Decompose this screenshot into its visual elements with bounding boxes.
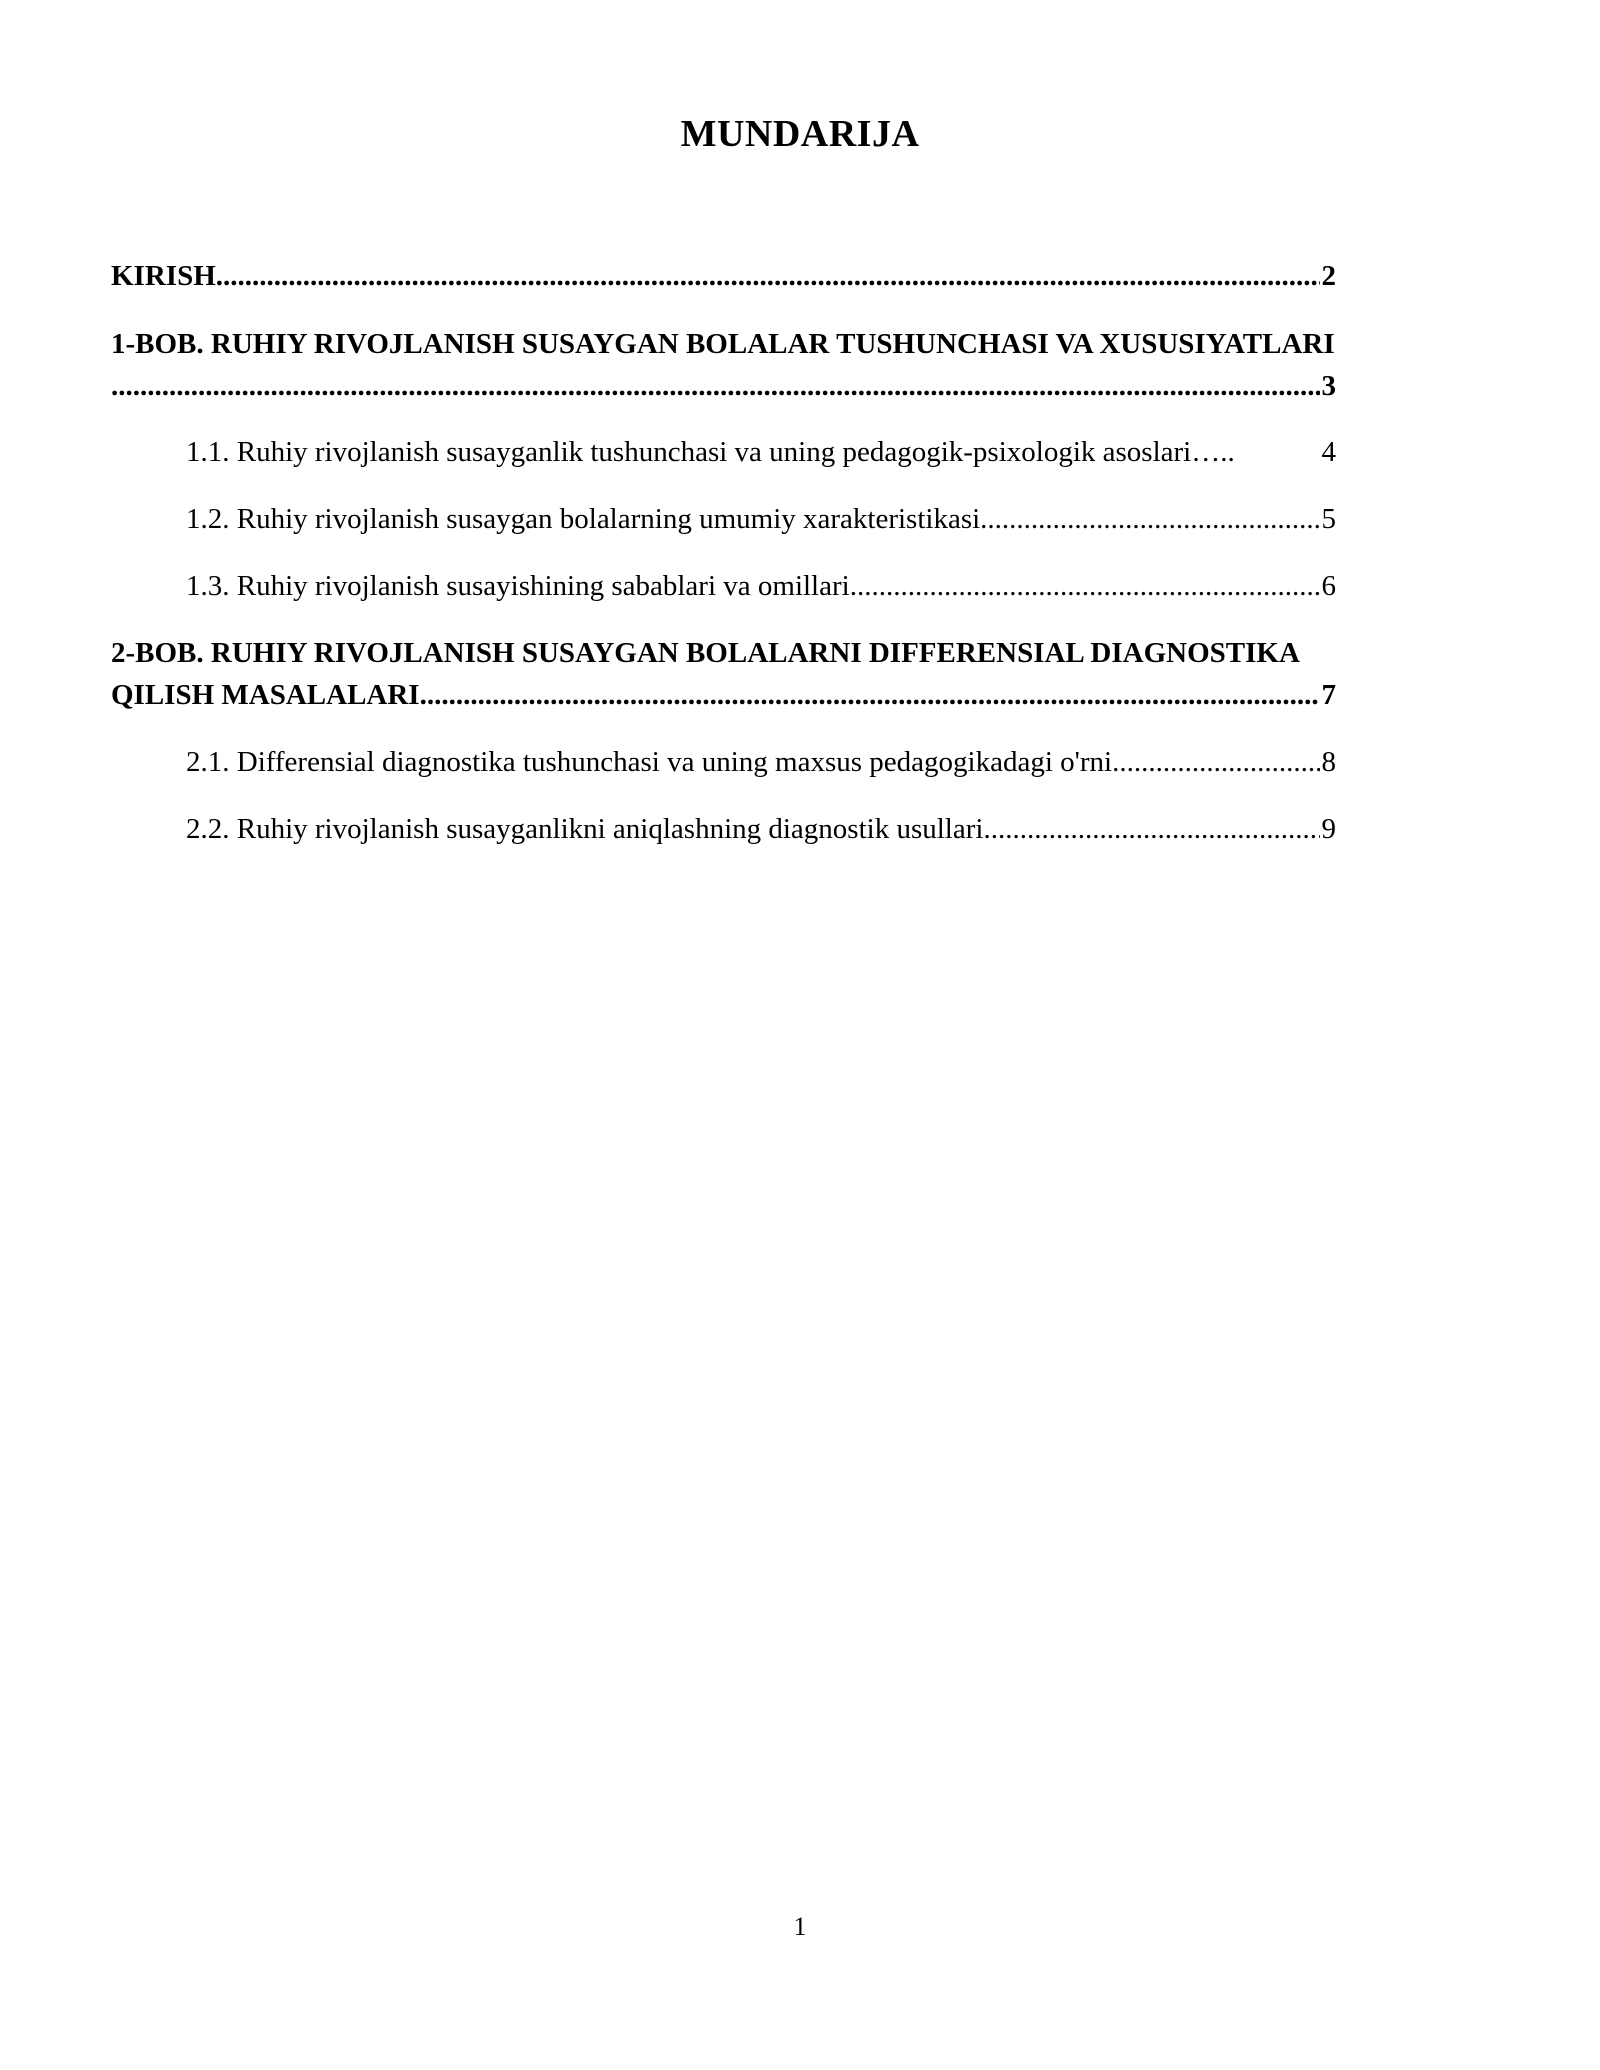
toc-page-number: 4 bbox=[1321, 436, 1336, 468]
dot-leader bbox=[850, 565, 1320, 607]
dot-leader bbox=[1112, 741, 1319, 783]
toc-row bbox=[186, 431, 1336, 473]
dot-leader bbox=[420, 674, 1320, 716]
toc-row bbox=[186, 498, 1336, 540]
toc-row bbox=[111, 365, 1336, 407]
toc-entry-title: 1.3. Ruhiy rivojlanish susayishining sabablari va omillari bbox=[186, 570, 850, 602]
toc-page-number: 7 bbox=[1321, 679, 1336, 711]
toc-entry-section-1-3[interactable] bbox=[111, 565, 1491, 607]
toc-page-number: 2 bbox=[1321, 260, 1336, 292]
toc-page-number: 9 bbox=[1321, 813, 1336, 845]
toc-entry-intro[interactable] bbox=[111, 255, 1491, 297]
dot-leader bbox=[216, 255, 1320, 297]
toc-entry-section-1-2[interactable] bbox=[111, 498, 1491, 540]
page-footer-number: 1 bbox=[793, 1912, 807, 1941]
toc-entry-section-2-1[interactable] bbox=[111, 741, 1491, 783]
toc-page-number: 6 bbox=[1321, 570, 1336, 602]
toc-entry-title: KIRISH bbox=[111, 260, 216, 292]
toc-row bbox=[111, 255, 1336, 297]
toc-entry-section-1-1[interactable] bbox=[111, 431, 1491, 473]
toc-row bbox=[186, 808, 1336, 850]
toc-entry-title-line-2: QILISH MASALALARI bbox=[111, 679, 420, 711]
dot-leader bbox=[983, 808, 1319, 850]
toc-row bbox=[111, 674, 1336, 716]
toc-entry-chapter-1[interactable] bbox=[111, 323, 1491, 407]
page-title: MUNDARIJA bbox=[680, 113, 920, 155]
dot-leader bbox=[980, 498, 1319, 540]
toc-row bbox=[186, 565, 1336, 607]
toc-page-number: 3 bbox=[1321, 370, 1336, 402]
toc-entry-section-2-2[interactable] bbox=[111, 808, 1491, 850]
toc-entry-title: 2.2. Ruhiy rivojlanish susayganlikni aniqlashning diagnostik usullari bbox=[186, 813, 984, 845]
toc-entry-title: 1.1. Ruhiy rivojlanish susayganlik tushunchasi va uning pedagogik-psixologik asoslari….. bbox=[186, 436, 1235, 468]
toc-page-number: 8 bbox=[1321, 746, 1336, 778]
toc-row bbox=[186, 741, 1336, 783]
dot-leader bbox=[111, 365, 1320, 407]
toc-entry-title: 1-BOB. RUHIY RIVOJLANISH SUSAYGAN BOLALAR TUSHUNCHASI VA XUSUSIYATLARI bbox=[111, 328, 1335, 360]
table-of-contents bbox=[111, 255, 1491, 850]
toc-entry-title-line-1: 2-BOB. RUHIY RIVOJLANISH SUSAYGAN BOLALARNI DIFFERENSIAL DIAGNOSTIKA bbox=[111, 637, 1300, 669]
toc-page-number: 5 bbox=[1321, 503, 1336, 535]
toc-entry-chapter-2[interactable] bbox=[111, 632, 1491, 716]
toc-entry-title: 2.1. Differensial diagnostika tushunchasi va uning maxsus pedagogikadagi o'rni bbox=[186, 746, 1113, 778]
toc-entry-title: 1.2. Ruhiy rivojlanish susaygan bolalarning umumiy xarakteristikasi bbox=[186, 503, 981, 535]
